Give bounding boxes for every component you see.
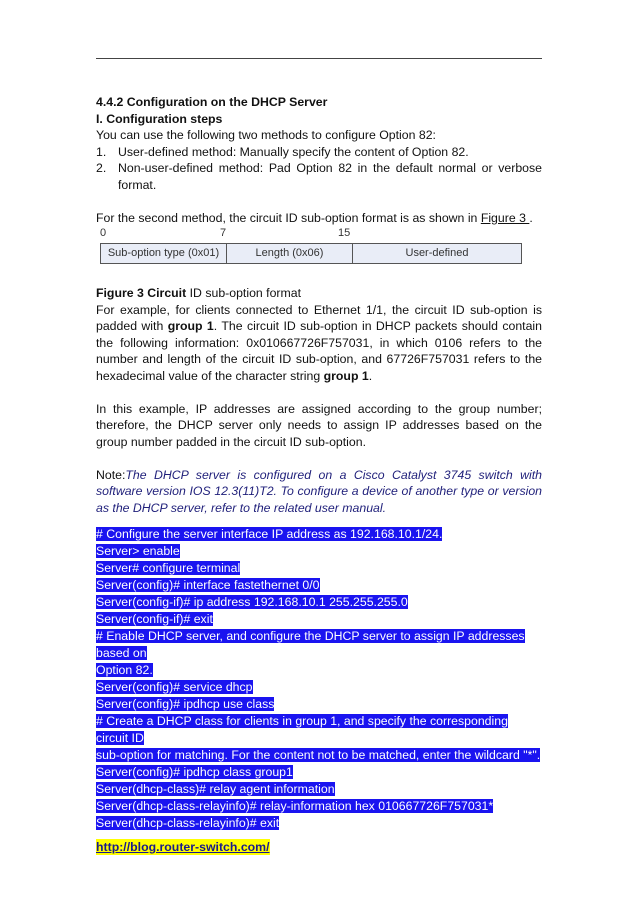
subheading: I. Configuration steps xyxy=(96,111,223,126)
code-line: Option 82. xyxy=(96,663,153,677)
code-line: Server(config-if)# ip address 192.168.10.1 255.255.255.0 xyxy=(96,595,408,609)
list-text: User-defined method: Manually specify the content of Option 82. xyxy=(118,144,469,159)
bit-tick: 0 xyxy=(100,227,107,239)
suboption-format-bar xyxy=(100,243,522,264)
example-paragraph: For example, for clients connected to Ethernet 1/1, the circuit ID sub-option is padded with group 1. The circuit ID sub-option in DHCP packets should contain the following information: 0x010667726F757031, in which 0106 refers to the number and length of the circuit ID sub-option, and 67726F757031 refers to the hexadecimal value of the character string group 1. xyxy=(96,302,542,383)
code-line: Server(dhcp-class-relayinfo)# exit xyxy=(96,816,280,830)
method-list xyxy=(96,144,542,194)
figure-caption: Figure 3 Circuit ID sub-option format xyxy=(96,286,302,300)
list-item xyxy=(96,160,542,193)
list-item xyxy=(96,144,542,161)
list-number: 1. xyxy=(96,144,107,159)
figure-reference: For the second method, the circuit ID sub-option format is as shown in Figure 3 . xyxy=(96,210,533,225)
code-line: # Configure the server interface IP address as 192.168.10.1/24. xyxy=(96,527,443,541)
code-line: Server(config)# ipdhcp class group1 xyxy=(96,765,293,779)
document-body xyxy=(96,94,542,856)
section-heading: 4.4.2 Configuration on the DHCP Server xyxy=(96,95,328,109)
list-text: Non-user-defined method: Pad Option 82 in the default normal or verbose format. xyxy=(118,161,542,192)
code-line: Server(config)# service dhcp xyxy=(96,680,253,694)
code-line: sub-option for matching. For the content not to be matched, enter the wildcard "*". xyxy=(96,748,541,762)
figure-link[interactable]: Figure 3 xyxy=(480,210,530,225)
list-number: 2. xyxy=(96,161,107,175)
code-line: Server# configure terminal xyxy=(96,561,241,575)
note-label: Note: xyxy=(96,467,126,482)
code-line: Server(dhcp-class)# relay agent information xyxy=(96,782,335,796)
code-line: Server(config)# interface fastethernet 0/0 xyxy=(96,578,320,592)
circuit-id-figure xyxy=(96,227,542,273)
code-line: Server(dhcp-class-relayinfo)# relay-information hex 010667726F757031* xyxy=(96,799,494,813)
bit-tick: 15 xyxy=(338,227,351,239)
suboption-type-field: Sub-option type (0x01) xyxy=(101,244,227,263)
length-field: Length (0x06) xyxy=(227,244,353,263)
assignment-paragraph: In this example, IP addresses are assigned according to the group number; therefore, the DHCP server only needs to assign IP addresses based on the group number padded in the circuit ID sub-option. xyxy=(96,401,542,449)
note-text: The DHCP server is configured on a Cisco Catalyst 3745 switch with software version IOS 12.3(11)T2. To configure a device of another type or version as the DHCP server, refer to the related user manual. xyxy=(96,467,542,515)
bit-tick: 7 xyxy=(220,227,227,239)
code-line: # Create a DHCP class for clients in group 1, and specify the corresponding circuit ID xyxy=(96,714,508,745)
header-rule xyxy=(96,58,542,59)
intro-text: You can use the following two methods to configure Option 82: xyxy=(96,128,436,142)
config-code-block xyxy=(96,526,542,832)
note-paragraph xyxy=(96,467,542,517)
code-line: Server(config-if)# exit xyxy=(96,612,213,626)
code-line: Server(config)# ipdhcp use class xyxy=(96,697,275,711)
footer-link[interactable]: http://blog.router-switch.com/ xyxy=(96,840,270,854)
code-line: Server> enable xyxy=(96,544,180,558)
user-defined-field: User-defined xyxy=(405,247,469,260)
code-line: # Enable DHCP server, and configure the DHCP server to assign IP addresses based on xyxy=(96,629,525,660)
